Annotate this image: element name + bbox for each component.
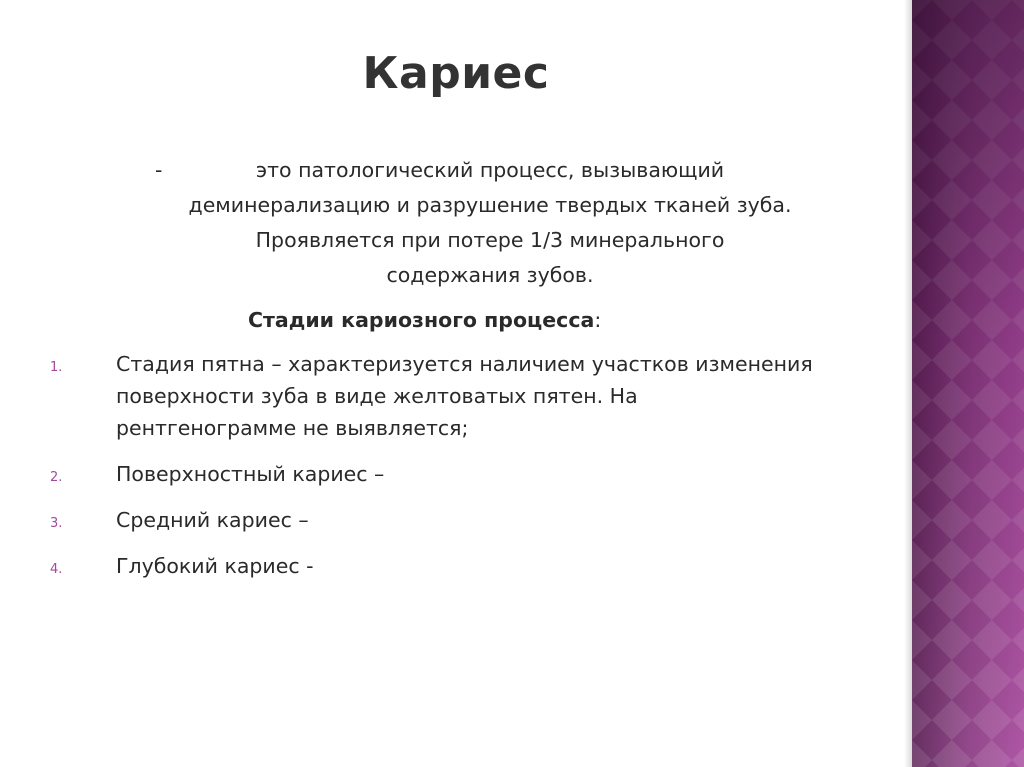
stages-heading-colon: : [594,308,602,332]
list-item-text: Стадия пятна – характеризуется наличием участков изменения поверхности зуба в виде желтоватых пятен. На рентгенограмме не выявляется; [116,352,813,440]
list-item [0,504,900,536]
list-item-number: 2. [50,470,63,485]
list-item [0,458,900,490]
list-item-text: Глубокий кариес - [116,554,314,578]
list-item-text: Средний кариес – [116,508,309,532]
list-item [0,348,900,444]
stages-heading-text: Стадии кариозного процесса [248,308,595,332]
list-item [0,550,900,582]
definition-line: Проявляется при потере 1/3 минерального [255,228,725,252]
list-item-number: 1. [50,360,63,375]
list-item-number: 3. [50,516,63,531]
definition-line: это патологический процесс, вызывающий [255,158,725,182]
definition-text [100,153,880,293]
definition-line: деминерализацию и разрушение твердых тканей зуба. [188,193,792,217]
stages-heading [248,305,601,335]
list-item-number: 4. [50,562,63,577]
slide-title: Кариес [362,48,550,99]
list-item-text: Поверхностный кариес – [116,462,385,486]
definition-line: содержания зубов. [386,263,594,287]
stages-list [0,348,900,596]
decorative-side-band [912,0,1024,767]
definition-dash: - [155,158,163,182]
